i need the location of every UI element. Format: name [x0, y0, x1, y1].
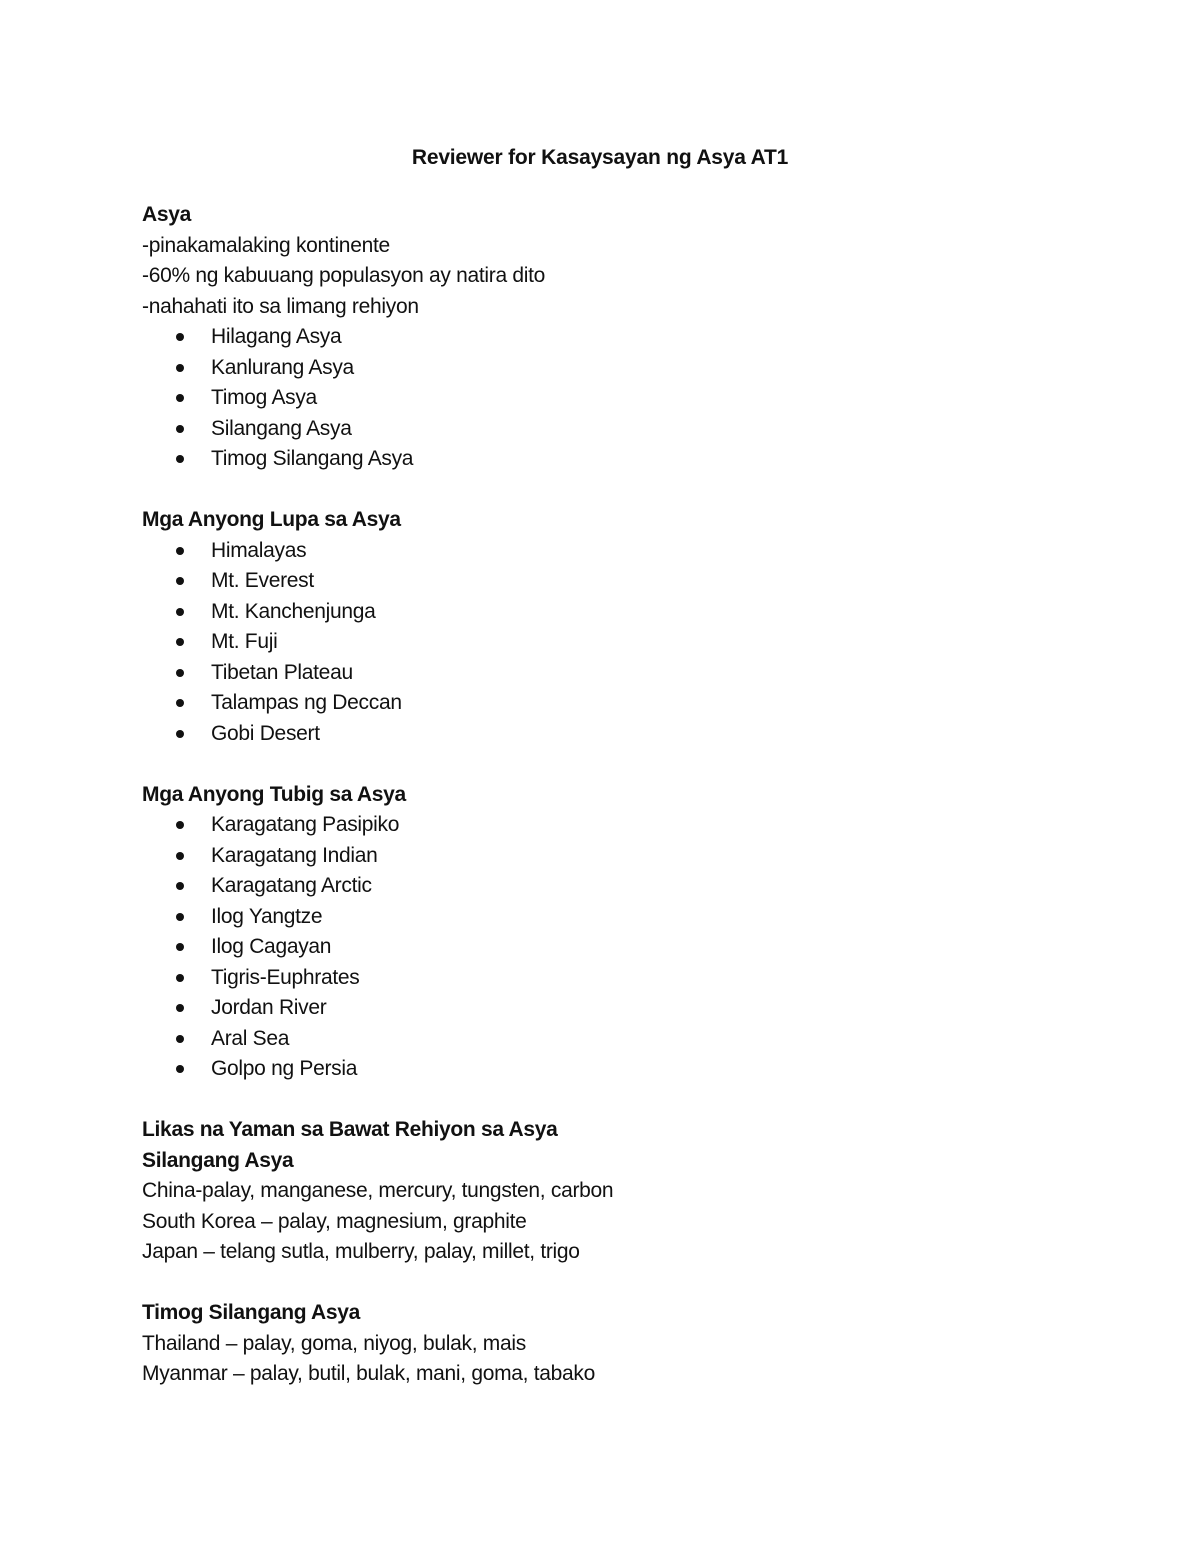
list-item: Golpo ng Persia [142, 1054, 1102, 1085]
bullet-icon [176, 455, 184, 463]
bullet-icon [176, 882, 184, 890]
bullet-icon [176, 730, 184, 738]
list-item: Mt. Fuji [142, 627, 1102, 658]
list-item: Kanlurang Asya [142, 353, 1102, 384]
text-line: China-palay, manganese, mercury, tungsten, carbon [142, 1179, 614, 1202]
bullet-icon [176, 699, 184, 707]
list-item: Karagatang Indian [142, 841, 1102, 872]
section-heading-anyong-tubig: Mga Anyong Tubig sa Asya [142, 782, 406, 806]
subsection-heading-timog-silangang-asya: Timog Silangang Asya [142, 1301, 361, 1324]
bullet-icon [176, 547, 184, 555]
bullet-icon [176, 913, 184, 921]
spacer [142, 1268, 1102, 1299]
section-heading-likas-na-yaman: Likas na Yaman sa Bawat Rehiyon sa Asya [142, 1118, 558, 1141]
bullet-icon [176, 577, 184, 585]
waterform-list [142, 810, 1102, 1085]
list-item: Aral Sea [142, 1024, 1102, 1055]
bullet-icon [176, 1004, 184, 1012]
list-item: Ilog Cagayan [142, 932, 1102, 963]
text-line: Thailand – palay, goma, niyog, bulak, mais [142, 1331, 526, 1355]
bullet-icon [176, 425, 184, 433]
bullet-icon [176, 608, 184, 616]
text-line: Myanmar – palay, butil, bulak, mani, goma, tabako [142, 1362, 595, 1385]
list-item: Talampas ng Deccan [142, 688, 1102, 719]
spacer [142, 749, 1102, 780]
list-item: Karagatang Arctic [142, 871, 1102, 902]
bullet-icon [176, 638, 184, 646]
document-body [142, 200, 1102, 1390]
list-item: Silangang Asya [142, 414, 1102, 445]
text-line: South Korea – palay, magnesium, graphite [142, 1209, 527, 1233]
list-item: Karagatang Pasipiko [142, 810, 1102, 841]
subsection-heading-silangang-asya: Silangang Asya [142, 1148, 294, 1172]
spacer [142, 1085, 1102, 1116]
document-title: Reviewer for Kasaysayan ng Asya AT1 [411, 146, 789, 169]
spacer [142, 475, 1102, 506]
list-item: Mt. Kanchenjunga [142, 597, 1102, 628]
bullet-icon [176, 1035, 184, 1043]
text-line: -60% ng kabuuang populasyon ay natira dito [142, 264, 546, 287]
bullet-icon [176, 974, 184, 982]
bullet-icon [176, 852, 184, 860]
bullet-icon [176, 364, 184, 372]
landform-list [142, 536, 1102, 750]
list-item: Ilog Yangtze [142, 902, 1102, 933]
list-item: Jordan River [142, 993, 1102, 1024]
bullet-icon [176, 821, 184, 829]
bullet-icon [176, 333, 184, 341]
section-heading-anyong-lupa: Mga Anyong Lupa sa Asya [142, 508, 401, 531]
bullet-icon [176, 943, 184, 951]
region-list [142, 322, 1102, 475]
list-item: Timog Silangang Asya [142, 444, 1102, 475]
list-item: Tibetan Plateau [142, 658, 1102, 689]
text-line: -nahahati ito sa limang rehiyon [142, 294, 419, 318]
bullet-icon [176, 1065, 184, 1073]
list-item: Hilagang Asya [142, 322, 1102, 353]
list-item: Timog Asya [142, 383, 1102, 414]
list-item: Gobi Desert [142, 719, 1102, 750]
list-item: Mt. Everest [142, 566, 1102, 597]
list-item: Tigris-Euphrates [142, 963, 1102, 994]
text-line: -pinakamalaking kontinente [142, 233, 390, 257]
list-item: Himalayas [142, 536, 1102, 567]
bullet-icon [176, 669, 184, 677]
bullet-icon [176, 394, 184, 402]
text-line: Japan – telang sutla, mulberry, palay, millet, trigo [142, 1240, 580, 1263]
section-heading-asya: Asya [142, 203, 192, 226]
